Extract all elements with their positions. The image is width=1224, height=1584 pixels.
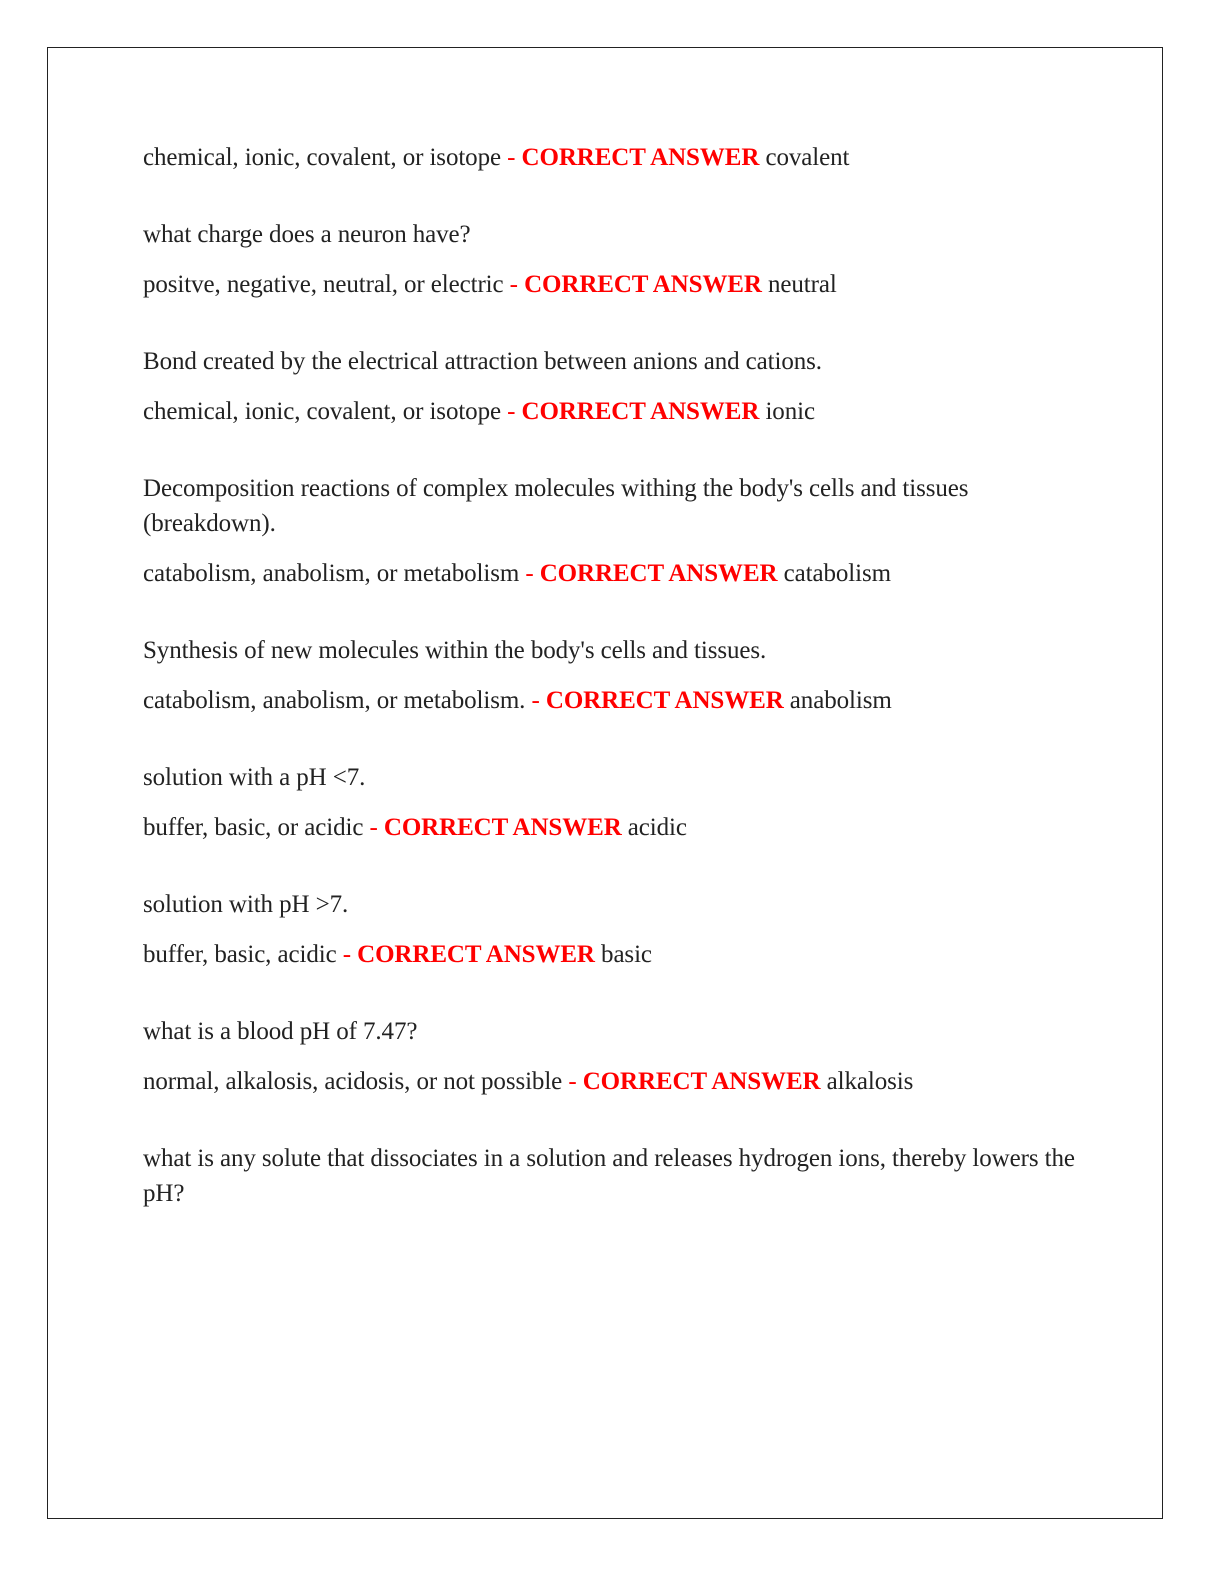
question-text: Synthesis of new molecules within the body's cells and tissues. xyxy=(143,637,767,664)
answer-line xyxy=(143,810,1083,845)
answer-separator: - xyxy=(519,560,540,587)
answer-text: basic xyxy=(594,941,652,968)
answer-separator: - xyxy=(500,398,522,425)
options-text: catabolism, anabolism, or metabolism. xyxy=(143,687,526,714)
question-text: what is a blood pH of 7.47? xyxy=(143,1018,418,1045)
answer-text: neutral xyxy=(761,271,837,298)
correct-answer-label: CORRECT ANSWER xyxy=(383,814,622,841)
answer-separator: - xyxy=(503,271,525,298)
qa-item-6 xyxy=(143,760,1083,845)
options-text: catabolism, anabolism, or metabolism xyxy=(143,560,520,587)
answer-text: acidic xyxy=(621,814,687,841)
correct-answer-label: CORRECT ANSWER xyxy=(582,1068,821,1095)
qa-item-9 xyxy=(143,1141,1083,1211)
question-text: Bond created by the electrical attraction between anions and cations. xyxy=(143,348,822,375)
correct-answer-label: CORRECT ANSWER xyxy=(539,560,778,587)
question-text: what charge does a neuron have? xyxy=(143,221,471,248)
qa-item-3 xyxy=(143,344,1083,429)
question-text: Decomposition reactions of complex molecules withing the body's cells and tissues (breakdown). xyxy=(143,475,969,537)
answer-text: covalent xyxy=(759,144,850,171)
qa-item-1 xyxy=(143,140,1083,175)
qa-item-4 xyxy=(143,471,1083,591)
document-body xyxy=(143,140,1083,1253)
qa-item-5 xyxy=(143,633,1083,718)
answer-line xyxy=(143,1064,1083,1099)
options-text: positve, negative, neutral, or electric xyxy=(143,271,504,298)
answer-line xyxy=(143,267,1083,302)
options-text: buffer, basic, acidic xyxy=(143,941,337,968)
answer-text: alkalosis xyxy=(820,1068,914,1095)
answer-line xyxy=(143,140,1083,175)
options-text: buffer, basic, or acidic xyxy=(143,814,364,841)
answer-line xyxy=(143,556,1083,591)
options-text: chemical, ionic, covalent, or isotope xyxy=(143,398,501,425)
answer-line xyxy=(143,683,1083,718)
question-text: what is any solute that dissociates in a solution and releases hydrogen ions, thereby lowers the pH? xyxy=(143,1145,1075,1207)
options-text: chemical, ionic, covalent, or isotope xyxy=(143,144,501,171)
answer-separator: - xyxy=(363,814,384,841)
correct-answer-label: CORRECT ANSWER xyxy=(545,687,784,714)
correct-answer-label: CORRECT ANSWER xyxy=(357,941,595,968)
answer-text: ionic xyxy=(759,398,815,425)
answer-separator: - xyxy=(525,687,546,714)
question-text: solution with pH >7. xyxy=(143,891,349,918)
qa-item-8 xyxy=(143,1014,1083,1099)
answer-separator: - xyxy=(336,941,358,968)
answer-separator: - xyxy=(500,144,522,171)
qa-item-2 xyxy=(143,217,1083,302)
correct-answer-label: CORRECT ANSWER xyxy=(521,144,760,171)
answer-text: catabolism xyxy=(777,560,891,587)
correct-answer-label: CORRECT ANSWER xyxy=(521,398,760,425)
answer-line xyxy=(143,937,1083,972)
answer-text: anabolism xyxy=(783,687,892,714)
answer-line xyxy=(143,394,1083,429)
answer-separator: - xyxy=(562,1068,583,1095)
options-text: normal, alkalosis, acidosis, or not possible xyxy=(143,1068,563,1095)
correct-answer-label: CORRECT ANSWER xyxy=(524,271,762,298)
qa-item-7 xyxy=(143,887,1083,972)
question-text: solution with a pH <7. xyxy=(143,764,366,791)
